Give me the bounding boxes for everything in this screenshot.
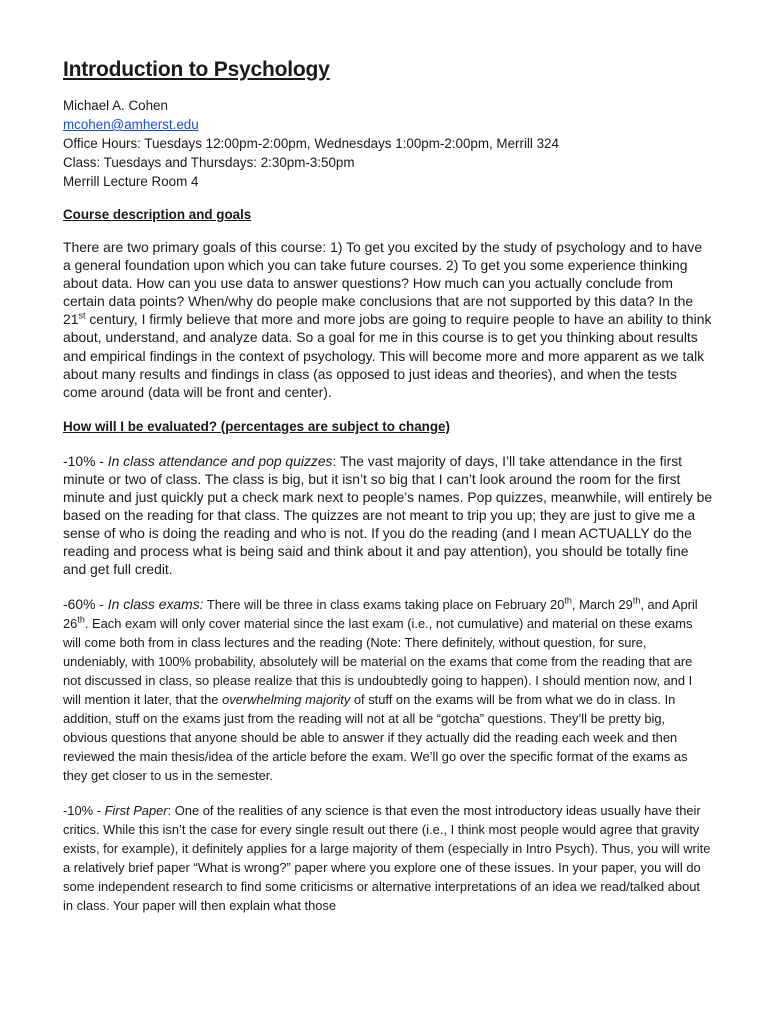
office-hours: Office Hours: Tuesdays 12:00pm-2:00pm, Wednesdays 1:00pm-2:00pm, Merrill 324 xyxy=(63,136,559,151)
class-time: Class: Tuesdays and Thursdays: 2:30pm-3:50pm xyxy=(63,155,355,170)
description-paragraph: There are two primary goals of this course: 1) To get you excited by the study of psychology and to have a general foundation upon which you can take future courses. 2) To get you some experience thinking about data. How can you use data to answer questions? How much can you actually conclude from certain data points? When/why do people make conclusions that are not supported by this data? In the 21st century, I firmly believe that more and more jobs are going to require people to have an ability to think about, understand, and analyze data. So a goal for me in this course is to get you thinking about results and empirical findings in the context of psychology. This will become more and more apparent as we talk about many results and findings in class (as opposed to just ideas and theories), and when the tests come around (data will be front and center). xyxy=(63,239,712,400)
instructor-email-link[interactable]: mcohen@amherst.edu xyxy=(63,117,199,132)
instructor-info xyxy=(63,96,713,191)
eval-item-attendance: -10% - In class attendance and pop quizzes: The vast majority of days, I’ll take attendance in the first minute or two of class. The class is big, but it isn’t so big that I can’t look around the room for the first minute and just quickly put a check mark next to people’s names. Pop quizzes, meanwhile, will entirely be based on the reading for that class. The quizzes are not meant to trip you up; they are just to give me a sense of who is doing the reading and who is not. If you do the reading (and I mean ACTUALLY do the reading and process what is being said and think about it and pay attention), you should be totally fine and get full credit. xyxy=(63,452,713,578)
eval-item-exams: -60% - In class exams: There will be three in class exams taking place on February 20th, March 29th, and April 26th. Each exam will only cover material since the last exam (i.e., not cumulative) and material on these exams will come both from in class lectures and the reading (Note: There definitely, without question, for sure, undeniably, with 100% probability, absolutely will be material on the exams that come from the reading that are not discussed in class, so please realize that this is undoubtedly going to happen). I should mention now, and I will mention it later, that the overwhelming majority of stuff on the exams will be from what we do in class. In addition, stuff on the exams just from the reading will not at all be “gotcha” questions. They’ll be pretty big, obvious questions that anyone should be able to answer if they actually did the reading each week and then reviewed the main thesis/idea of the article before the exam. We’ll go over the specific format of the exams as they get closer to us in the semester. xyxy=(63,595,698,783)
instructor-name: Michael A. Cohen xyxy=(63,98,168,113)
section-heading-description: Course description and goals xyxy=(63,207,252,222)
class-room: Merrill Lecture Room 4 xyxy=(63,174,199,189)
section-heading-evaluation: How will I be evaluated? (percentages are subject to change) xyxy=(63,418,450,434)
eval-item-first-paper: -10% - First Paper: One of the realities of any science is that even the most introductory ideas usually have their critics. While this isn’t the case for every single result out there (i.e., I think most people would agree that gravity exists, for example), it definitely applies for a large majority of them (especially in Intro Psych). Thus, you will write a relatively brief paper “What is wrong?” paper where you explore one of these issues. In your paper, you will do some independent research to find some criticisms or alternative interpretations of an idea we read/talked about in class. Your paper will then explain what those xyxy=(63,802,711,913)
document-page xyxy=(63,58,713,915)
page-title: Introduction to Psychology xyxy=(63,58,330,81)
